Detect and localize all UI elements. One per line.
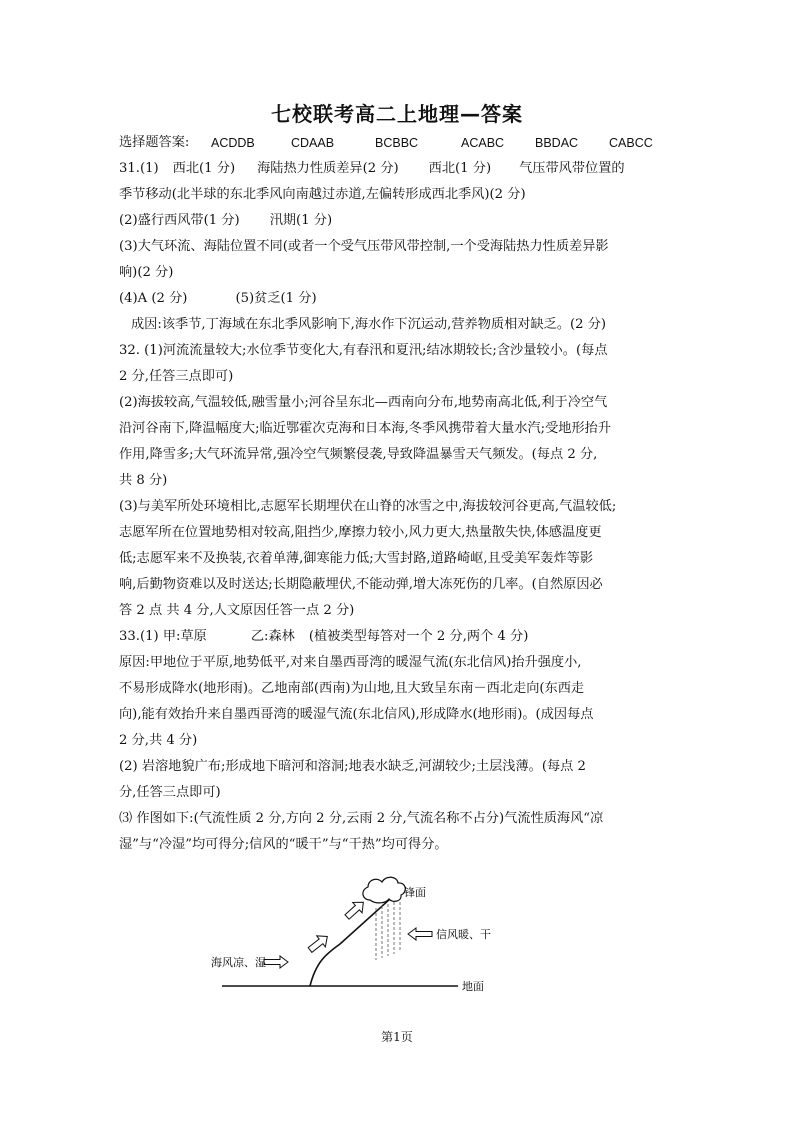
q31-line-2: 季节移动(北半球的东北季风向南越过赤道,左偏转形成西北季风)(2 分) <box>119 187 526 202</box>
front-diagram <box>200 872 520 1002</box>
q32-line-10: 响,后勤物资难以及时送达;长期隐蔽埋伏,不能动弹,增大冻死伤的几率。(自然原因必 <box>119 577 603 592</box>
mc-answers <box>119 130 679 156</box>
q33-line-5: 2 分,共 4 分) <box>119 733 198 748</box>
q32-line-7: (3)与美军所处环境相比,志愿军长期埋伏在山脊的冰雪之中,海拔较河谷更高,气温较低; <box>119 499 617 514</box>
upslope-arrow-upper <box>342 897 368 922</box>
q33-text: 乙:森林 <box>250 629 295 644</box>
sea-wind-arrow <box>264 956 288 968</box>
trade-wind-arrow <box>408 928 432 940</box>
q31-text: 汛期(1 分) <box>269 213 333 228</box>
q31-line-3 <box>119 208 679 234</box>
answer-body <box>119 130 679 858</box>
q32-line-8: 志愿军所在位置地势相对较高,阻挡少,摩擦力较小,风力更大,热量散失快,体感温度更 <box>119 525 602 540</box>
q33-line-3: 不易形成降水(地形雨)。乙地南部(西南)为山地,且大致呈东南－西北走向(东西走 <box>119 681 585 696</box>
q31-text: 西北(1 分) <box>172 161 236 176</box>
mc-label: 选择题答案: <box>119 135 190 150</box>
q31-line-7: 成因:该季节,丁海域在东北季风影响下,海水作下沉运动,营养物质相对缺乏。(2 分) <box>131 317 607 332</box>
front-label: 锋面 <box>404 886 426 899</box>
ground-label: 地面 <box>462 980 484 993</box>
q33-line-4: 向),能有效抬升来自墨西哥湾的暖湿气流(东北信风),形成降水(地形雨)。(成因每点 <box>119 707 594 722</box>
q31-text: (2)盛行西风带(1 分) <box>119 213 240 228</box>
cloud-icon <box>363 877 405 903</box>
q33-line-9: 湿”与“冷湿”均可得分;信风的“暖干”与“干热”均可得分。 <box>119 837 448 852</box>
mc-answer-4: ACABC <box>461 136 505 150</box>
trade-wind-label: 信风暖、干 <box>436 928 491 941</box>
q31-line-1 <box>119 156 679 182</box>
mc-answer-5: BBDAC <box>535 136 579 150</box>
q31-text: 西北(1 分) <box>428 161 492 176</box>
mc-answer-2: CDAAB <box>291 136 335 150</box>
page-title: 七校联考高二上地理—答案 <box>271 102 523 126</box>
q33-text: 33.(1) 甲:草原 <box>119 629 207 644</box>
q33-text: (植被类型每答对一个 2 分,两个 4 分) <box>308 629 529 644</box>
q31-text: 海陆热力性质差异(2 分) <box>257 161 399 176</box>
q32-line-4: 沿河谷南下,降温幅度大;临近鄂霍次克海和日本海,冬季风携带着大量水汽;受地形抬升 <box>119 421 612 436</box>
q32-line-1: 32. (1)河流流量较大;水位季节变化大,有春汛和夏汛;结冰期较长;含沙量较小。(每点 <box>119 343 608 358</box>
q32-line-9: 低;志愿军来不及换装,衣着单薄,御寒能力低;大雪封路,道路崎岖,且受美军轰炸等影 <box>119 551 594 566</box>
q31-line-6 <box>119 286 679 312</box>
mc-answer-1: ACDDB <box>211 136 255 150</box>
rain-lines <box>376 902 400 960</box>
mc-answer-3: BCBBC <box>375 136 419 150</box>
q32-line-11: 答 2 点 共 4 分,人文原因任答一点 2 分) <box>119 603 355 618</box>
page-number: 第1页 <box>381 1030 413 1044</box>
sea-wind-label: 海风凉、湿 <box>211 956 266 969</box>
q33-line-1 <box>119 624 679 650</box>
q31-text: (4)A (2 分) <box>119 291 188 306</box>
q33-line-8: ⑶ 作图如下:(气流性质 2 分,方向 2 分,云雨 2 分,气流名称不占分)气流性质海风“凉 <box>119 811 604 826</box>
q31-text: 气压带风带位置的 <box>519 161 625 176</box>
q31-line-5: 响)(2 分) <box>119 265 174 280</box>
q33-line-2: 原因:甲地位于平原,地势低平,对来自墨西哥湾的暖湿气流(东北信风)抬升强度小, <box>119 655 582 670</box>
q31-text: (5)贫乏(1 分) <box>235 291 317 306</box>
mc-answer-6: CABCC <box>609 136 653 150</box>
q32-line-5: 作用,降雪多;大气环流异常,强冷空气频繁侵袭,导致降温暴雪天气频发。(每点 2 分, <box>119 447 598 462</box>
q32-line-6: 共 8 分) <box>119 473 168 488</box>
q32-line-3: (2)海拔较高,气温较低,融雪量小;河谷呈东北—西南向分布,地势南高北低,利于冷空气 <box>119 395 608 410</box>
q33-line-6: (2) 岩溶地貌广布;形成地下暗河和溶洞;地表水缺乏,河湖较少;土层浅薄。(每点 2 <box>119 759 586 774</box>
upslope-arrow-lower <box>306 931 332 956</box>
q33-line-7: 分,任答三点即可) <box>119 785 221 800</box>
q32-line-2: 2 分,任答三点即可) <box>119 369 234 384</box>
q31-number: 31.(1) <box>119 161 159 176</box>
q31-line-4: (3)大气环流、海陆位置不同(或者一个受气压带风带控制,一个受海陆热力性质差异影 <box>119 239 609 254</box>
